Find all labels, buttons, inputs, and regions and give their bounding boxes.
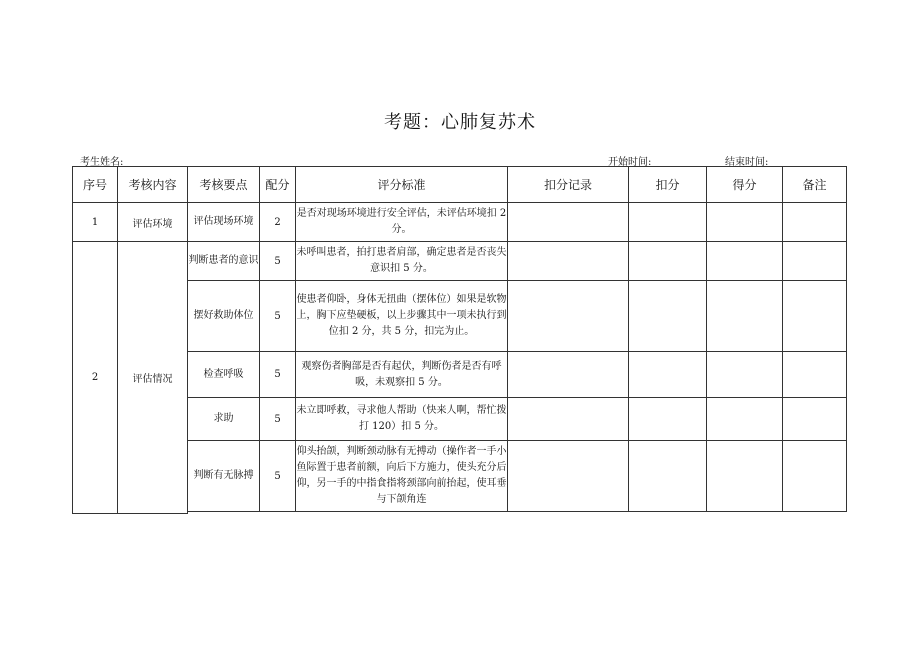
table-row (73, 398, 847, 441)
cell-earned[interactable] (707, 203, 783, 242)
table-row (73, 441, 847, 512)
row-score: 5 (260, 441, 296, 512)
header-row (73, 167, 847, 203)
end-time-label: 结束时间: (725, 157, 769, 168)
table-row (73, 242, 847, 281)
row-point: 判断患者的意识 (188, 242, 260, 281)
header-remarks: 备注 (783, 167, 847, 203)
cell-earned[interactable] (707, 281, 783, 352)
row-score: 5 (260, 398, 296, 441)
cell-remarks[interactable] (783, 352, 847, 398)
header-point: 考核要点 (188, 167, 260, 203)
row-score: 5 (260, 281, 296, 352)
row-point: 摆好救助体位 (188, 281, 260, 352)
start-time-label: 开始时间: (608, 157, 652, 168)
cell-deduction[interactable] (629, 398, 707, 441)
row-criteria: 是否对现场环境进行安全评估，未评估环境扣 2 分。 (296, 203, 508, 242)
row-content: 评估情况 (118, 242, 188, 514)
table-row (73, 352, 847, 398)
cell-earned[interactable] (707, 352, 783, 398)
cell-deduction[interactable] (629, 352, 707, 398)
cell-remarks[interactable] (783, 242, 847, 281)
row-score: 2 (260, 203, 296, 242)
cell-deduction-record[interactable] (508, 203, 629, 242)
row-score: 5 (260, 242, 296, 281)
cell-remarks[interactable] (783, 203, 847, 242)
cell-deduction-record[interactable] (508, 352, 629, 398)
cell-remarks[interactable] (783, 281, 847, 352)
row-score: 5 (260, 352, 296, 398)
header-no: 序号 (73, 167, 118, 203)
row-criteria: 仰头抬颌，判断颈动脉有无搏动（操作者一手小鱼际置于患者前额，向后下方施力，使头充分后仰，另一手的中指食指将颈部向前抬起，使耳垂与下颌角连 (296, 441, 508, 512)
row-no: 2 (73, 242, 118, 514)
row-criteria: 观察伤者胸部是否有起伏，判断伤者是否有呼吸，未观察扣 5 分。 (296, 352, 508, 398)
row-point: 判断有无脉搏 (188, 441, 260, 512)
candidate-name-label: 考生姓名: (80, 157, 124, 168)
spacer-cell (188, 512, 847, 514)
header-score: 配分 (260, 167, 296, 203)
header-criteria: 评分标准 (296, 167, 508, 203)
row-criteria: 未立即呼救，寻求他人帮助（快来人啊，帮忙拨打 120）扣 5 分。 (296, 398, 508, 441)
table-row-spacer (73, 512, 847, 514)
header-content: 考核内容 (118, 167, 188, 203)
header-deduction: 扣分 (629, 167, 707, 203)
cell-earned[interactable] (707, 242, 783, 281)
cell-deduction-record[interactable] (508, 398, 629, 441)
cell-remarks[interactable] (783, 398, 847, 441)
row-criteria: 使患者仰卧，身体无扭曲（摆体位）如果是软物上，胸下应垫硬板，以上步骤其中一项未执行到位扣 2 分，共 5 分，扣完为止。 (296, 281, 508, 352)
row-no: 1 (73, 203, 118, 242)
scoring-table (72, 166, 847, 514)
row-criteria: 未呼叫患者，拍打患者肩部，确定患者是否丧失意识扣 5 分。 (296, 242, 508, 281)
cell-deduction[interactable] (629, 242, 707, 281)
table-row (73, 203, 847, 242)
cell-remarks[interactable] (783, 441, 847, 512)
header-earned: 得分 (707, 167, 783, 203)
cell-earned[interactable] (707, 398, 783, 441)
cell-deduction[interactable] (629, 281, 707, 352)
row-point: 评估现场环境 (188, 203, 260, 242)
row-content: 评估环境 (118, 203, 188, 242)
cell-earned[interactable] (707, 441, 783, 512)
header-deduction-record: 扣分记录 (508, 167, 629, 203)
row-point: 求助 (188, 398, 260, 441)
cell-deduction-record[interactable] (508, 281, 629, 352)
table-row (73, 281, 847, 352)
cell-deduction-record[interactable] (508, 441, 629, 512)
row-point: 检查呼吸 (188, 352, 260, 398)
cell-deduction-record[interactable] (508, 242, 629, 281)
exam-title: 考题：心肺复苏术 (384, 112, 536, 133)
cell-deduction[interactable] (629, 203, 707, 242)
cell-deduction[interactable] (629, 441, 707, 512)
